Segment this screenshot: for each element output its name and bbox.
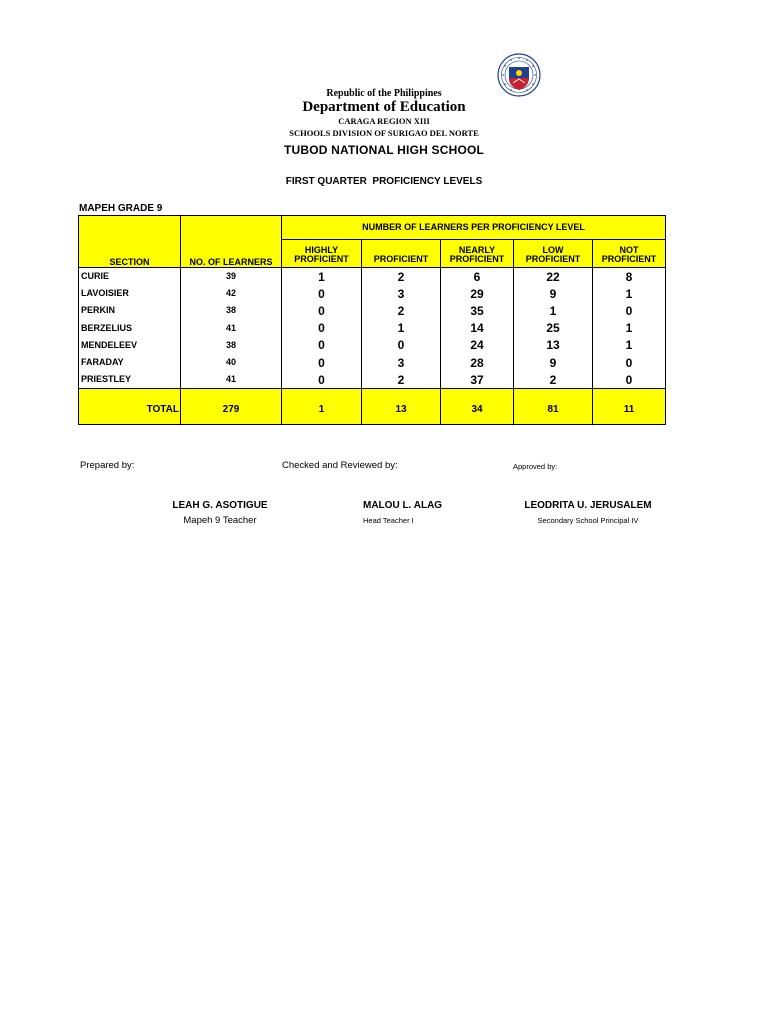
not-proficient-cell: 1: [593, 285, 666, 302]
column-header-highly-proficient: [282, 240, 362, 268]
prepared-by-label: Prepared by:: [80, 460, 135, 471]
nearly-proficient-cell: 29: [441, 285, 514, 302]
highly-proficient-cell: 0: [282, 337, 362, 354]
table-row: [79, 285, 666, 302]
learners-cell: 42: [181, 285, 282, 302]
region-line: CARAGA REGION XIII: [338, 116, 430, 126]
not-proficient-cell: 0: [593, 302, 666, 319]
table-row: [79, 354, 666, 371]
nearly-proficient-cell: 6: [441, 268, 514, 286]
highly-proficient-cell: 0: [282, 354, 362, 371]
highly-proficient-cell: 0: [282, 371, 362, 389]
column-header-proficient: [362, 240, 441, 268]
proficient-cell: 0: [362, 337, 441, 354]
nearly-proficient-cell: 28: [441, 354, 514, 371]
proficient-cell: 1: [362, 320, 441, 337]
proficient-cell: 2: [362, 371, 441, 389]
section-cell: MENDELEEV: [79, 337, 181, 354]
low-proficient-cell: 1: [514, 302, 593, 319]
total-label: TOTAL: [79, 389, 181, 425]
column-header-line: NOT: [619, 245, 639, 255]
section-cell: PRIESTLEY: [79, 371, 181, 389]
not-proficient-cell: 0: [593, 371, 666, 389]
approved-by-role: Secondary School Principal IV: [537, 516, 639, 525]
nearly-proficient-cell: 37: [441, 371, 514, 389]
nearly-proficient-cell: 35: [441, 302, 514, 319]
total-row: [79, 389, 666, 425]
not-proficient-cell: 1: [593, 337, 666, 354]
low-proficient-cell: 13: [514, 337, 593, 354]
learners-cell: 40: [181, 354, 282, 371]
total-highly-proficient: 1: [282, 389, 362, 425]
proficient-cell: 3: [362, 285, 441, 302]
division-line: SCHOOLS DIVISION OF SURIGAO DEL NORTE: [289, 128, 479, 138]
column-header-line: PROFICIENT: [601, 254, 657, 264]
column-header-line: PROFICIENT: [449, 254, 505, 264]
column-header-low-proficient: [514, 240, 593, 268]
low-proficient-cell: 9: [514, 285, 593, 302]
approved-by-name: LEODRITA U. JERUSALEM: [524, 500, 652, 511]
group-header: NUMBER OF LEARNERS PER PROFICIENCY LEVEL: [282, 216, 666, 240]
not-proficient-cell: 8: [593, 268, 666, 286]
table-row: [79, 302, 666, 319]
total-low-proficient: 81: [514, 389, 593, 425]
nearly-proficient-cell: 24: [441, 337, 514, 354]
column-header-section-label: SECTION: [109, 257, 150, 267]
proficient-cell: 2: [362, 302, 441, 319]
column-header-line: LOW: [542, 245, 564, 255]
low-proficient-cell: 25: [514, 320, 593, 337]
prepared-by-name: LEAH G. ASOTIGUE: [172, 500, 268, 511]
column-header-learners: [181, 216, 282, 268]
total-proficient: 13: [362, 389, 441, 425]
proficient-cell: 3: [362, 354, 441, 371]
column-header-not-proficient: [593, 240, 666, 268]
column-header-learners-label: NO. OF LEARNERS: [189, 257, 273, 267]
column-header-line: PROFICIENT: [373, 254, 429, 264]
highly-proficient-cell: 0: [282, 285, 362, 302]
report-title: FIRST QUARTER PROFICIENCY LEVELS: [285, 176, 483, 187]
column-header-nearly-proficient: [441, 240, 514, 268]
prepared-by-role: Mapeh 9 Teacher: [183, 515, 257, 526]
table-row: [79, 320, 666, 337]
total-nearly-proficient: 34: [441, 389, 514, 425]
republic-line: Republic of the Philippines: [326, 88, 442, 99]
highly-proficient-cell: 0: [282, 302, 362, 319]
learners-cell: 41: [181, 371, 282, 389]
not-proficient-cell: 1: [593, 320, 666, 337]
low-proficient-cell: 22: [514, 268, 593, 286]
school-name: TUBOD NATIONAL HIGH SCHOOL: [283, 143, 485, 157]
learners-cell: 41: [181, 320, 282, 337]
checked-by-role: Head Teacher I: [363, 516, 414, 525]
section-cell: PERKIN: [79, 302, 181, 319]
subject-label: MAPEH GRADE 9: [79, 203, 163, 214]
table-row: [79, 337, 666, 354]
section-cell: BERZELIUS: [79, 320, 181, 337]
highly-proficient-cell: 1: [282, 268, 362, 286]
total-not-proficient: 11: [593, 389, 666, 425]
low-proficient-cell: 9: [514, 354, 593, 371]
highly-proficient-cell: 0: [282, 320, 362, 337]
column-header-line: HIGHLY: [304, 245, 339, 255]
learners-cell: 39: [181, 268, 282, 286]
learners-cell: 38: [181, 337, 282, 354]
nearly-proficient-cell: 14: [441, 320, 514, 337]
column-header-section: [79, 216, 181, 268]
column-header-line: NEARLY: [458, 245, 496, 255]
learners-cell: 38: [181, 302, 282, 319]
proficient-cell: 2: [362, 268, 441, 286]
checked-by-label: Checked and Reviewed by:: [282, 460, 398, 471]
checked-by-name: MALOU L. ALAG: [363, 500, 443, 511]
total-learners: 279: [181, 389, 282, 425]
low-proficient-cell: 2: [514, 371, 593, 389]
table-row: [79, 371, 666, 389]
approved-by-label: Approved by:: [513, 462, 558, 471]
section-cell: CURIE: [79, 268, 181, 286]
section-cell: LAVOISIER: [79, 285, 181, 302]
table-row: [79, 268, 666, 286]
proficiency-table: [78, 215, 666, 425]
column-header-line: PROFICIENT: [294, 254, 349, 264]
department-title: Department of Education: [302, 99, 466, 115]
column-header-line: PROFICIENT: [525, 254, 581, 264]
not-proficient-cell: 0: [593, 354, 666, 371]
section-cell: FARADAY: [79, 354, 181, 371]
